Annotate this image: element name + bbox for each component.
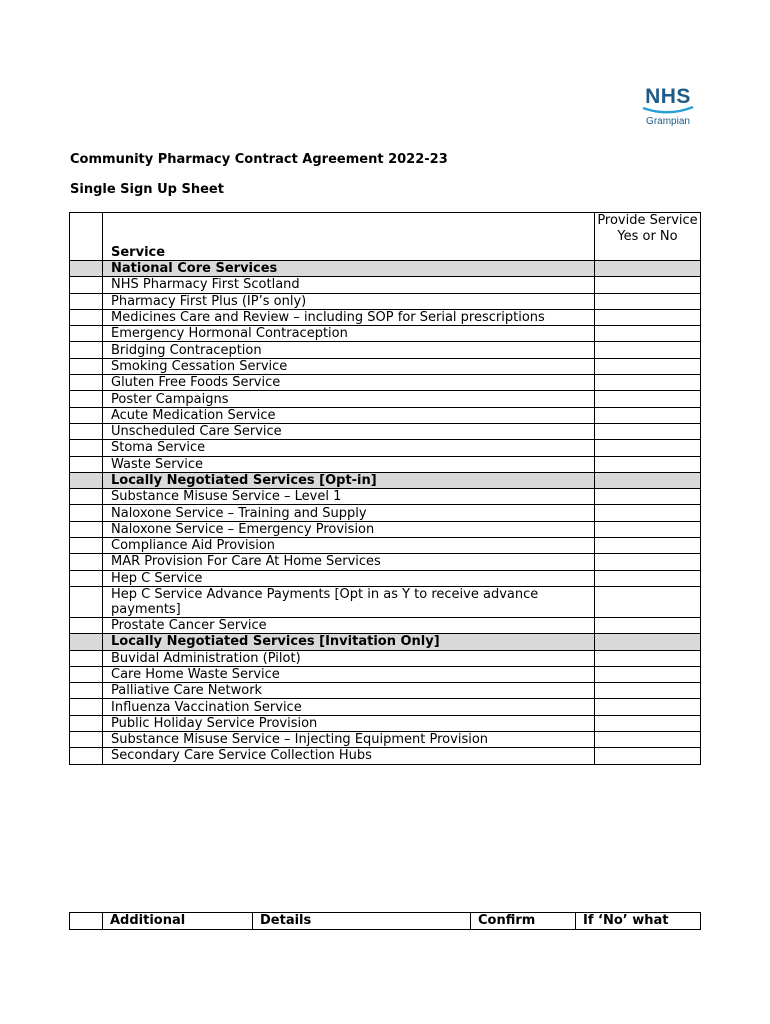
- service-row: [70, 309, 701, 325]
- section-header-row: [70, 261, 701, 277]
- row-blank-cell: [70, 309, 103, 325]
- service-row: [70, 277, 701, 293]
- section-title: Locally Negotiated Services [Opt-in]: [103, 472, 595, 488]
- row-blank-cell: [70, 342, 103, 358]
- service-name: Influenza Vaccination Service: [103, 699, 595, 715]
- service-row: [70, 375, 701, 391]
- row-blank-cell: [70, 586, 103, 617]
- provide-service-input-cell[interactable]: [595, 489, 701, 505]
- row-blank-cell: [70, 358, 103, 374]
- section-header-row: [70, 634, 701, 650]
- row-blank-cell: [70, 277, 103, 293]
- provide-service-input-cell[interactable]: [595, 538, 701, 554]
- service-row: [70, 326, 701, 342]
- provide-service-input-cell[interactable]: [595, 505, 701, 521]
- provide-service-input-cell[interactable]: [595, 699, 701, 715]
- service-name: Palliative Care Network: [103, 683, 595, 699]
- row-blank-cell: [70, 538, 103, 554]
- service-name: Naloxone Service – Emergency Provision: [103, 521, 595, 537]
- service-row: [70, 293, 701, 309]
- service-row: [70, 570, 701, 586]
- provide-service-input-cell[interactable]: [595, 293, 701, 309]
- row-blank-cell: [70, 634, 103, 650]
- service-name: Waste Service: [103, 456, 595, 472]
- provide-service-input-cell[interactable]: [595, 326, 701, 342]
- service-row: [70, 617, 701, 633]
- service-row: [70, 683, 701, 699]
- service-name: Pharmacy First Plus (IP’s only): [103, 293, 595, 309]
- provide-service-input-cell[interactable]: [595, 423, 701, 439]
- service-row: [70, 538, 701, 554]
- row-blank-cell: [70, 699, 103, 715]
- provide-service-input-cell[interactable]: [595, 683, 701, 699]
- provide-cell: [595, 634, 701, 650]
- provide-service-input-cell[interactable]: [595, 521, 701, 537]
- service-name: Emergency Hormonal Contraception: [103, 326, 595, 342]
- additional-blank-cell: [70, 913, 103, 930]
- service-row: [70, 489, 701, 505]
- service-row: [70, 440, 701, 456]
- service-name: Naloxone Service – Training and Supply: [103, 505, 595, 521]
- provide-cell: [595, 261, 701, 277]
- service-row: [70, 521, 701, 537]
- provide-service-input-cell[interactable]: [595, 358, 701, 374]
- section-title: Locally Negotiated Services [Invitation Only]: [103, 634, 595, 650]
- service-name: Poster Campaigns: [103, 391, 595, 407]
- provide-service-input-cell[interactable]: [595, 570, 701, 586]
- provide-service-input-cell[interactable]: [595, 456, 701, 472]
- row-blank-cell: [70, 666, 103, 682]
- logo-swoosh-icon: [642, 105, 694, 115]
- additional-table: [69, 912, 701, 930]
- service-row: [70, 407, 701, 423]
- row-blank-cell: [70, 407, 103, 423]
- service-name: Smoking Cessation Service: [103, 358, 595, 374]
- service-name: Stoma Service: [103, 440, 595, 456]
- document-title: Community Pharmacy Contract Agreement 2022-23: [70, 152, 448, 167]
- provide-service-input-cell[interactable]: [595, 440, 701, 456]
- row-blank-cell: [70, 375, 103, 391]
- provide-service-input-cell[interactable]: [595, 391, 701, 407]
- provide-service-input-cell[interactable]: [595, 650, 701, 666]
- service-name: Care Home Waste Service: [103, 666, 595, 682]
- row-blank-cell: [70, 505, 103, 521]
- header-service: Service: [103, 213, 595, 261]
- row-blank-cell: [70, 391, 103, 407]
- additional-header-if-no: If ‘No’ what: [576, 913, 701, 930]
- service-row: [70, 342, 701, 358]
- service-name: Substance Misuse Service – Level 1: [103, 489, 595, 505]
- row-blank-cell: [70, 326, 103, 342]
- service-name: Secondary Care Service Collection Hubs: [103, 748, 595, 764]
- provide-service-input-cell[interactable]: [595, 309, 701, 325]
- service-name: Public Holiday Service Provision: [103, 715, 595, 731]
- row-blank-cell: [70, 715, 103, 731]
- row-blank-cell: [70, 423, 103, 439]
- row-blank-cell: [70, 293, 103, 309]
- row-blank-cell: [70, 440, 103, 456]
- row-blank-cell: [70, 650, 103, 666]
- service-name: Hep C Service Advance Payments [Opt in as Y to receive advance payments]: [103, 586, 595, 617]
- row-blank-cell: [70, 570, 103, 586]
- additional-header-row: [70, 913, 701, 930]
- service-row: [70, 650, 701, 666]
- row-blank-cell: [70, 261, 103, 277]
- table-header-row: [70, 213, 701, 261]
- row-blank-cell: [70, 748, 103, 764]
- row-blank-cell: [70, 521, 103, 537]
- service-name: Buvidal Administration (Pilot): [103, 650, 595, 666]
- provide-service-input-cell[interactable]: [595, 617, 701, 633]
- service-name: Gluten Free Foods Service: [103, 375, 595, 391]
- service-name: Hep C Service: [103, 570, 595, 586]
- additional-header-confirm: Confirm: [471, 913, 576, 930]
- service-name: Compliance Aid Provision: [103, 538, 595, 554]
- section-title: National Core Services: [103, 261, 595, 277]
- service-row: [70, 586, 701, 617]
- row-blank-cell: [70, 472, 103, 488]
- logo-region: Grampian: [646, 116, 690, 127]
- logo-brand: NHS: [645, 85, 691, 108]
- provide-service-input-cell[interactable]: [595, 666, 701, 682]
- provide-service-input-cell[interactable]: [595, 748, 701, 764]
- provide-service-input-cell[interactable]: [595, 375, 701, 391]
- provide-service-input-cell[interactable]: [595, 586, 701, 617]
- service-name: Acute Medication Service: [103, 407, 595, 423]
- row-blank-cell: [70, 456, 103, 472]
- service-name: Substance Misuse Service – Injecting Equipment Provision: [103, 732, 595, 748]
- service-name: MAR Provision For Care At Home Services: [103, 554, 595, 570]
- service-name: Unscheduled Care Service: [103, 423, 595, 439]
- provide-service-input-cell[interactable]: [595, 277, 701, 293]
- service-row: [70, 456, 701, 472]
- service-table-body: [70, 261, 701, 765]
- row-blank-cell: [70, 489, 103, 505]
- row-blank-cell: [70, 617, 103, 633]
- row-blank-cell: [70, 683, 103, 699]
- service-row: [70, 715, 701, 731]
- service-row: [70, 358, 701, 374]
- header-provide-service: Provide Service Yes or No: [595, 213, 701, 261]
- service-row: [70, 505, 701, 521]
- provide-service-input-cell[interactable]: [595, 554, 701, 570]
- service-name: Prostate Cancer Service: [103, 617, 595, 633]
- service-signup-table: [69, 212, 701, 765]
- service-name: Bridging Contraception: [103, 342, 595, 358]
- nhs-grampian-logo: [636, 86, 700, 130]
- service-name: NHS Pharmacy First Scotland: [103, 277, 595, 293]
- provide-service-input-cell[interactable]: [595, 342, 701, 358]
- provide-cell: [595, 472, 701, 488]
- provide-service-input-cell[interactable]: [595, 407, 701, 423]
- service-row: [70, 732, 701, 748]
- provide-service-input-cell[interactable]: [595, 732, 701, 748]
- additional-header-additional: Additional: [103, 913, 253, 930]
- additional-header-details: Details: [253, 913, 471, 930]
- header-blank-cell: [70, 213, 103, 261]
- service-row: [70, 391, 701, 407]
- service-row: [70, 699, 701, 715]
- row-blank-cell: [70, 554, 103, 570]
- service-row: [70, 748, 701, 764]
- provide-service-input-cell[interactable]: [595, 715, 701, 731]
- service-name: Medicines Care and Review – including SOP for Serial prescriptions: [103, 309, 595, 325]
- document-subtitle: Single Sign Up Sheet: [70, 182, 224, 197]
- service-row: [70, 554, 701, 570]
- service-row: [70, 423, 701, 439]
- row-blank-cell: [70, 732, 103, 748]
- service-row: [70, 666, 701, 682]
- section-header-row: [70, 472, 701, 488]
